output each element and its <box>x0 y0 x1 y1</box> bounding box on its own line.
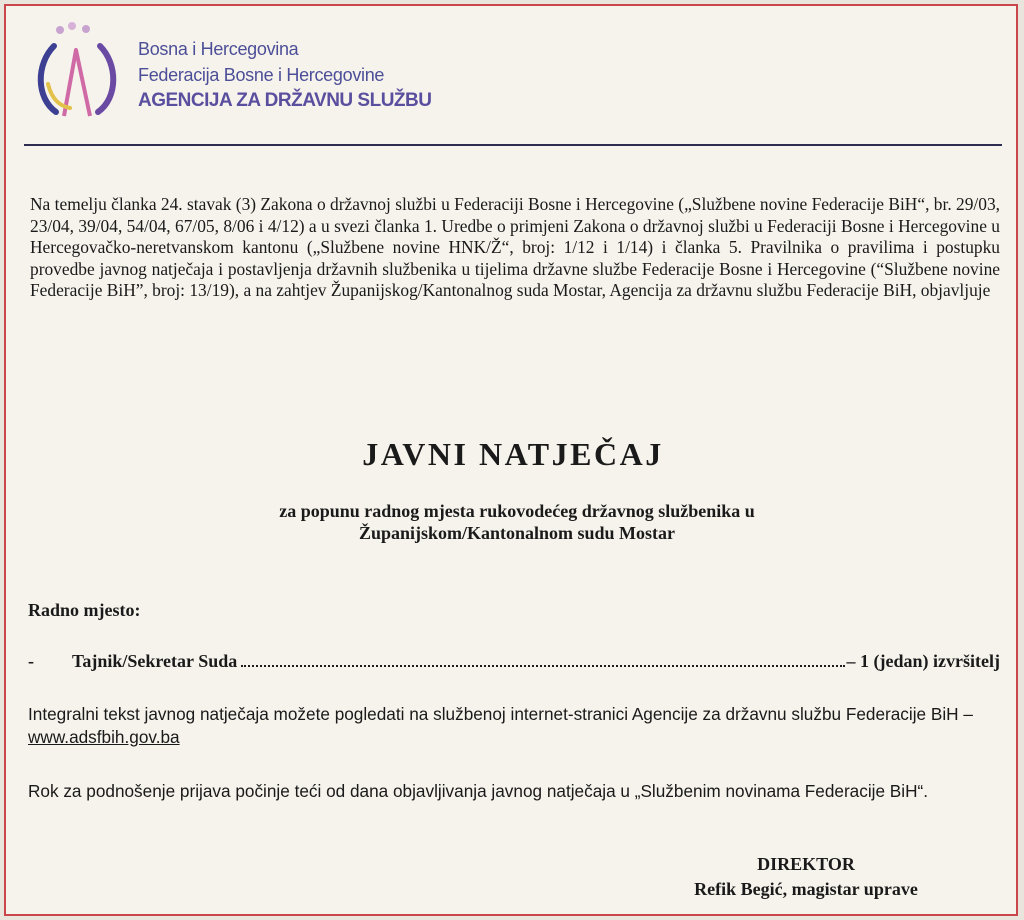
signature-role: DIREKTOR <box>757 854 855 874</box>
full-text-sentence: Integralni tekst javnog natječaja možete pogledati na službenoj internet-stranici Agencije za državnu službu Federacije BiH – <box>28 704 973 724</box>
header-country: Bosna i Hercegovina <box>138 39 299 59</box>
position-bullet: - <box>28 651 34 671</box>
subtitle-line-1: za popunu radnog mjesta rukovodećeg državnog službenika u <box>279 501 755 521</box>
position-count: – 1 (jedan) izvršitelj <box>846 651 1000 671</box>
job-position-row <box>28 651 1000 675</box>
agency-website-link[interactable]: www.adsfbih.gov.ba <box>28 727 180 747</box>
notice-title: JAVNI NATJEČAJ <box>362 436 664 472</box>
section-label: Radno mjesto: <box>28 600 141 620</box>
header-federation: Federacija Bosne i Hercegovine <box>138 65 385 85</box>
position-name: Tajnik/Sekretar Suda <box>72 651 238 671</box>
document-page <box>4 4 1018 916</box>
agency-header <box>138 36 431 114</box>
intro-paragraph: Na temelju članka 24. stavak (3) Zakona o državnoj službi u Federaciji Bosne i Hercegovine („Službene novine Federacije BiH“, br. 29/03, 23/04, 39/04, 54/04, 67/05, 8/06 i 4/12) a u svezi članka 1. Uredbe o primjeni Zakona o državnoj službi u Federaciji Bosne i Hercegovine u Hercegovačko-neretvanskom kantonu („Službene novine HNK/Ž“, broj: 1/12 i 1/14) i članka 5. Pravilnika o pravilima i postupku provedbe javnog natječaja i postavljenja državnih službenika u tijelima državne službe Federacije Bosne i Hercegovine (“Službene novine Federacije BiH”, broj: 13/19), a na zahtjev Županijskog/Kantonalnog suda Mostar, Agencija za državnu službu Federacije BiH, objavljuje <box>30 194 1000 301</box>
signature-name: Refik Begić, magistar uprave <box>694 879 918 899</box>
header-agency: AGENCIJA ZA DRŽAVNU SLUŽBU <box>138 90 432 111</box>
dot-leader <box>241 663 844 667</box>
full-text-paragraph <box>28 703 1000 749</box>
agency-logo-icon <box>30 20 126 124</box>
signature-block <box>646 852 966 902</box>
header-divider <box>24 144 1002 146</box>
subtitle-line-2: Županijskom/Kantonalnom sudu Mostar <box>358 523 676 543</box>
notice-subtitle <box>106 500 928 544</box>
deadline-paragraph: Rok za podnošenje prijava počinje teći od dana objavljivanja javnog natječaja u „Službenim novinama Federacije BiH“. <box>28 781 929 801</box>
